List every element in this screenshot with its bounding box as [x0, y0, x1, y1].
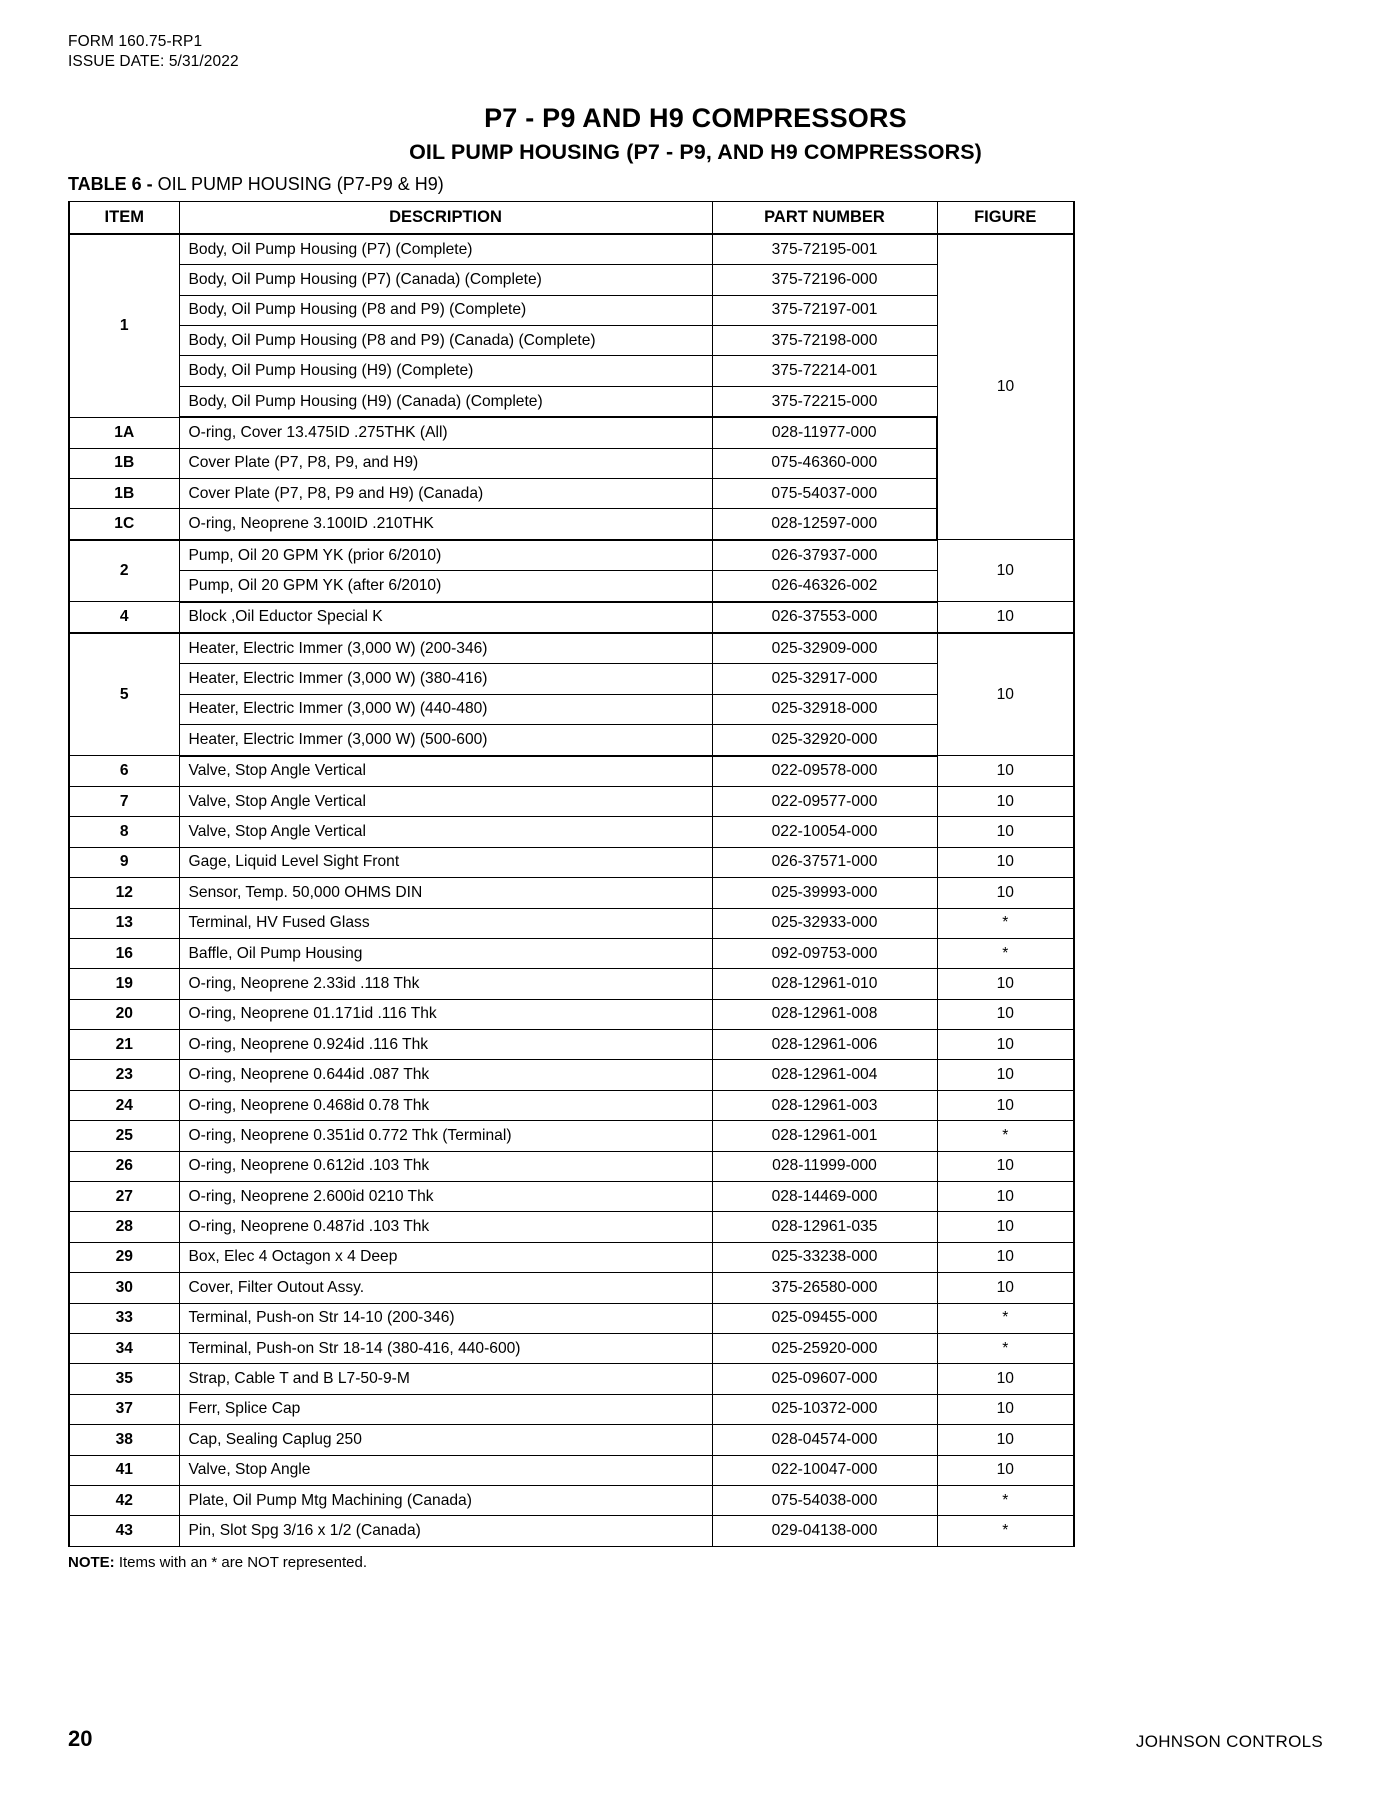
cell-part-number: 075-46360-000	[712, 448, 937, 478]
cell-part-number: 025-32917-000	[712, 664, 937, 694]
cell-item: 16	[69, 938, 179, 968]
cell-part-number: 375-26580-000	[712, 1273, 937, 1303]
table-row	[69, 1090, 1074, 1120]
cell-description: Valve, Stop Angle	[179, 1455, 712, 1485]
parts-table	[68, 201, 1075, 1547]
cell-description: Valve, Stop Angle Vertical	[179, 786, 712, 816]
table-row	[69, 540, 1074, 571]
cell-description: O-ring, Neoprene 0.487id .103 Thk	[179, 1212, 712, 1242]
table-row	[69, 786, 1074, 816]
cell-part-number: 028-11999-000	[712, 1151, 937, 1181]
cell-description: O-ring, Cover 13.475ID .275THK (All)	[179, 417, 712, 448]
page-number: 20	[68, 1726, 93, 1751]
cell-description: Box, Elec 4 Octagon x 4 Deep	[179, 1242, 712, 1272]
cell-part-number: 375-72214-001	[712, 356, 937, 386]
cell-part-number: 022-09578-000	[712, 756, 937, 787]
cell-description: O-ring, Neoprene 01.171id .116 Thk	[179, 999, 712, 1029]
issue-date: ISSUE DATE: 5/31/2022	[68, 53, 239, 71]
cell-description: Valve, Stop Angle Vertical	[179, 817, 712, 847]
cell-part-number: 028-12597-000	[712, 509, 937, 540]
document-header	[68, 32, 1323, 73]
table-row	[69, 847, 1074, 877]
table-row	[69, 295, 1074, 325]
table-row	[69, 878, 1074, 908]
cell-description: Pin, Slot Spg 3/16 x 1/2 (Canada)	[179, 1516, 712, 1546]
cell-item: 28	[69, 1212, 179, 1242]
cell-description: Strap, Cable T and B L7-50-9-M	[179, 1364, 712, 1394]
cell-description: Body, Oil Pump Housing (P7) (Complete)	[179, 234, 712, 265]
cell-figure: 10	[937, 999, 1074, 1029]
cell-item: 21	[69, 1030, 179, 1060]
cell-item: 38	[69, 1425, 179, 1455]
parts-table-body	[69, 234, 1074, 1546]
cell-description: Body, Oil Pump Housing (H9) (Canada) (Complete)	[179, 386, 712, 417]
cell-description: Gage, Liquid Level Sight Front	[179, 847, 712, 877]
table-row	[69, 1516, 1074, 1546]
table-row	[69, 1273, 1074, 1303]
column-header-description: DESCRIPTION	[179, 201, 712, 234]
cell-item: 5	[69, 633, 179, 756]
cell-description: Terminal, Push-on Str 18-14 (380-416, 440-600)	[179, 1333, 712, 1363]
cell-item: 1A	[69, 417, 179, 448]
note-label: NOTE:	[68, 1553, 115, 1571]
cell-description: Cover, Filter Outout Assy.	[179, 1273, 712, 1303]
cell-description: Body, Oil Pump Housing (P8 and P9) (Complete)	[179, 295, 712, 325]
cell-description: Terminal, Push-on Str 14-10 (200-346)	[179, 1303, 712, 1333]
table-row	[69, 969, 1074, 999]
cell-figure: *	[937, 938, 1074, 968]
cell-part-number: 375-72197-001	[712, 295, 937, 325]
page-footer	[68, 1726, 1323, 1752]
cell-description: Terminal, HV Fused Glass	[179, 908, 712, 938]
cell-figure: 10	[937, 817, 1074, 847]
cell-description: O-ring, Neoprene 0.468id 0.78 Thk	[179, 1090, 712, 1120]
cell-part-number: 028-11977-000	[712, 417, 937, 448]
cell-part-number: 025-09607-000	[712, 1364, 937, 1394]
table-row	[69, 1060, 1074, 1090]
cell-item: 41	[69, 1455, 179, 1485]
cell-item: 1	[69, 234, 179, 417]
cell-figure: 10	[937, 602, 1074, 633]
cell-description: Ferr, Splice Cap	[179, 1394, 712, 1424]
cell-description: Heater, Electric Immer (3,000 W) (380-416)	[179, 664, 712, 694]
cell-figure: *	[937, 1333, 1074, 1363]
table-row	[69, 908, 1074, 938]
cell-item: 8	[69, 817, 179, 847]
cell-figure: *	[937, 1516, 1074, 1546]
table-row	[69, 1212, 1074, 1242]
cell-part-number: 022-10047-000	[712, 1455, 937, 1485]
table-row	[69, 1333, 1074, 1363]
cell-part-number: 025-32933-000	[712, 908, 937, 938]
cell-figure: *	[937, 1121, 1074, 1151]
cell-figure: 10	[937, 1151, 1074, 1181]
table-row	[69, 1303, 1074, 1333]
table-row	[69, 1182, 1074, 1212]
cell-part-number: 028-14469-000	[712, 1182, 937, 1212]
cell-part-number: 092-09753-000	[712, 938, 937, 968]
note-text: Items with an * are NOT represented.	[114, 1553, 368, 1571]
cell-figure: 10	[937, 540, 1074, 602]
cell-description: Pump, Oil 20 GPM YK (after 6/2010)	[179, 571, 712, 602]
table-row	[69, 386, 1074, 417]
cell-item: 19	[69, 969, 179, 999]
table-row	[69, 1425, 1074, 1455]
cell-figure: 10	[937, 786, 1074, 816]
cell-item: 12	[69, 878, 179, 908]
cell-part-number: 028-04574-000	[712, 1425, 937, 1455]
cell-figure: *	[937, 908, 1074, 938]
page-subtitle: OIL PUMP HOUSING (P7 - P9, AND H9 COMPRESSORS)	[409, 139, 982, 164]
table-row	[69, 664, 1074, 694]
cell-figure: 10	[937, 1090, 1074, 1120]
cell-item: 1C	[69, 509, 179, 540]
table-row	[69, 725, 1074, 756]
table-row	[69, 448, 1074, 478]
cell-part-number: 028-12961-008	[712, 999, 937, 1029]
cell-description: Cap, Sealing Caplug 250	[179, 1425, 712, 1455]
cell-description: Body, Oil Pump Housing (P8 and P9) (Canada) (Complete)	[179, 326, 712, 356]
cell-part-number: 375-72196-000	[712, 265, 937, 295]
table-row	[69, 1121, 1074, 1151]
column-header-figure: FIGURE	[937, 201, 1074, 234]
table-row	[69, 999, 1074, 1029]
table-row	[69, 479, 1074, 509]
cell-part-number: 026-37553-000	[712, 602, 937, 633]
cell-part-number: 028-12961-004	[712, 1060, 937, 1090]
cell-part-number: 025-10372-000	[712, 1394, 937, 1424]
cell-description: Heater, Electric Immer (3,000 W) (200-346)	[179, 633, 712, 664]
cell-part-number: 028-12961-010	[712, 969, 937, 999]
table-row	[69, 817, 1074, 847]
cell-part-number: 375-72195-001	[712, 234, 937, 265]
cell-part-number: 375-72215-000	[712, 386, 937, 417]
cell-part-number: 028-12961-006	[712, 1030, 937, 1060]
form-number: FORM 160.75-RP1	[68, 33, 203, 50]
cell-description: Baffle, Oil Pump Housing	[179, 938, 712, 968]
cell-figure: 10	[937, 234, 1074, 540]
table-row	[69, 571, 1074, 602]
table-caption-text: OIL PUMP HOUSING (P7-P9 & H9)	[157, 173, 444, 194]
cell-part-number: 022-10054-000	[712, 817, 937, 847]
cell-figure: 10	[937, 1242, 1074, 1272]
table-row	[69, 756, 1074, 787]
table-row	[69, 633, 1074, 664]
table-row	[69, 234, 1074, 265]
cell-item: 13	[69, 908, 179, 938]
cell-description: Heater, Electric Immer (3,000 W) (500-600)	[179, 725, 712, 756]
table-row	[69, 602, 1074, 633]
cell-part-number: 075-54037-000	[712, 479, 937, 509]
table-caption-label: TABLE 6 -	[68, 173, 158, 194]
cell-figure: 10	[937, 1273, 1074, 1303]
cell-description: Sensor, Temp. 50,000 OHMS DIN	[179, 878, 712, 908]
title-block	[68, 103, 1323, 165]
cell-part-number: 029-04138-000	[712, 1516, 937, 1546]
cell-item: 27	[69, 1182, 179, 1212]
cell-figure: 10	[937, 1455, 1074, 1485]
table-row	[69, 509, 1074, 540]
cell-part-number: 025-39993-000	[712, 878, 937, 908]
cell-figure: 10	[937, 878, 1074, 908]
cell-item: 7	[69, 786, 179, 816]
cell-description: Pump, Oil 20 GPM YK (prior 6/2010)	[179, 540, 712, 571]
cell-part-number: 028-12961-003	[712, 1090, 937, 1120]
cell-figure: *	[937, 1303, 1074, 1333]
cell-figure: 10	[937, 1182, 1074, 1212]
cell-item: 4	[69, 602, 179, 633]
cell-description: O-ring, Neoprene 0.924id .116 Thk	[179, 1030, 712, 1060]
cell-figure: 10	[937, 847, 1074, 877]
column-header-part-number: PART NUMBER	[712, 201, 937, 234]
cell-item: 24	[69, 1090, 179, 1120]
table-header-row	[69, 201, 1074, 234]
cell-figure: 10	[937, 1425, 1074, 1455]
table-row	[69, 1485, 1074, 1515]
cell-part-number: 025-25920-000	[712, 1333, 937, 1363]
cell-item: 29	[69, 1242, 179, 1272]
column-header-item: ITEM	[69, 201, 179, 234]
cell-item: 1B	[69, 448, 179, 478]
table-row	[69, 1151, 1074, 1181]
cell-item: 2	[69, 540, 179, 602]
cell-figure: 10	[937, 633, 1074, 756]
table-note	[68, 1554, 1323, 1571]
cell-part-number: 022-09577-000	[712, 786, 937, 816]
cell-item: 9	[69, 847, 179, 877]
cell-description: O-ring, Neoprene 3.100ID .210THK	[179, 509, 712, 540]
cell-part-number: 075-54038-000	[712, 1485, 937, 1515]
cell-item: 43	[69, 1516, 179, 1546]
cell-figure: 10	[937, 1364, 1074, 1394]
cell-description: O-ring, Neoprene 0.351id 0.772 Thk (Terminal)	[179, 1121, 712, 1151]
cell-description: Block ,Oil Eductor Special K	[179, 602, 712, 633]
cell-part-number: 026-37571-000	[712, 847, 937, 877]
cell-part-number: 025-32909-000	[712, 633, 937, 664]
cell-item: 20	[69, 999, 179, 1029]
cell-figure: 10	[937, 1394, 1074, 1424]
cell-part-number: 028-12961-001	[712, 1121, 937, 1151]
table-row	[69, 356, 1074, 386]
cell-item: 37	[69, 1394, 179, 1424]
cell-figure: 10	[937, 1060, 1074, 1090]
cell-description: Cover Plate (P7, P8, P9 and H9) (Canada)	[179, 479, 712, 509]
cell-part-number: 025-32920-000	[712, 725, 937, 756]
cell-figure: *	[937, 1485, 1074, 1515]
table-row	[69, 1394, 1074, 1424]
table-caption	[68, 174, 1323, 195]
table-row	[69, 694, 1074, 724]
cell-part-number: 025-32918-000	[712, 694, 937, 724]
table-row	[69, 417, 1074, 448]
cell-description: O-ring, Neoprene 2.600id 0210 Thk	[179, 1182, 712, 1212]
cell-figure: 10	[937, 969, 1074, 999]
cell-description: Body, Oil Pump Housing (H9) (Complete)	[179, 356, 712, 386]
cell-item: 42	[69, 1485, 179, 1515]
table-row	[69, 938, 1074, 968]
cell-description: O-ring, Neoprene 0.644id .087 Thk	[179, 1060, 712, 1090]
cell-part-number: 028-12961-035	[712, 1212, 937, 1242]
cell-part-number: 025-09455-000	[712, 1303, 937, 1333]
cell-part-number: 375-72198-000	[712, 326, 937, 356]
cell-description: Heater, Electric Immer (3,000 W) (440-480)	[179, 694, 712, 724]
cell-figure: 10	[937, 1030, 1074, 1060]
table-row	[69, 1030, 1074, 1060]
company-name: JOHNSON CONTROLS	[1135, 1732, 1323, 1751]
cell-part-number: 026-46326-002	[712, 571, 937, 602]
page-title: P7 - P9 AND H9 COMPRESSORS	[484, 102, 907, 133]
cell-part-number: 025-33238-000	[712, 1242, 937, 1272]
cell-figure: 10	[937, 756, 1074, 787]
table-row	[69, 1242, 1074, 1272]
cell-item: 33	[69, 1303, 179, 1333]
cell-description: O-ring, Neoprene 2.33id .118 Thk	[179, 969, 712, 999]
cell-item: 23	[69, 1060, 179, 1090]
cell-description: Plate, Oil Pump Mtg Machining (Canada)	[179, 1485, 712, 1515]
table-row	[69, 1364, 1074, 1394]
cell-description: O-ring, Neoprene 0.612id .103 Thk	[179, 1151, 712, 1181]
cell-item: 34	[69, 1333, 179, 1363]
cell-item: 1B	[69, 479, 179, 509]
cell-description: Body, Oil Pump Housing (P7) (Canada) (Complete)	[179, 265, 712, 295]
table-row	[69, 1455, 1074, 1485]
cell-figure: 10	[937, 1212, 1074, 1242]
cell-part-number: 026-37937-000	[712, 540, 937, 571]
cell-item: 30	[69, 1273, 179, 1303]
cell-description: Cover Plate (P7, P8, P9, and H9)	[179, 448, 712, 478]
table-row	[69, 265, 1074, 295]
cell-item: 35	[69, 1364, 179, 1394]
table-row	[69, 326, 1074, 356]
cell-item: 26	[69, 1151, 179, 1181]
cell-item: 25	[69, 1121, 179, 1151]
cell-description: Valve, Stop Angle Vertical	[179, 756, 712, 787]
cell-item: 6	[69, 756, 179, 787]
